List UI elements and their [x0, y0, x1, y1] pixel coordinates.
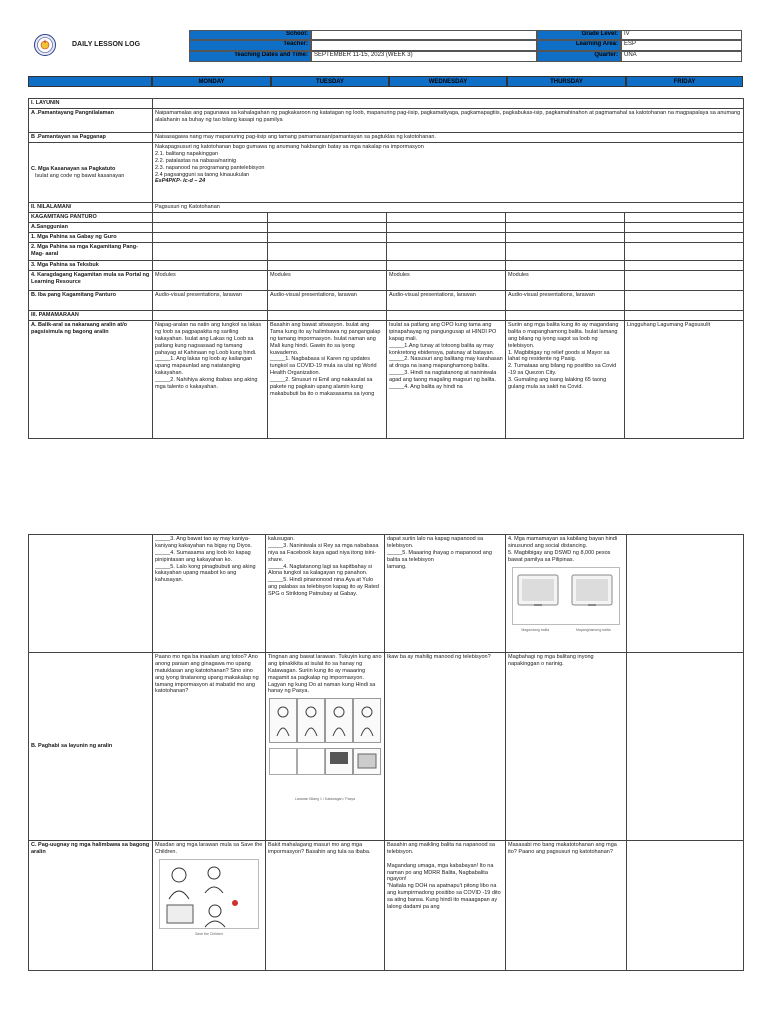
pamamaraan-label: III. PAMAMARAAN: [29, 311, 153, 321]
balik-aral-wednesday: Isulat sa patlang ang OPO kung tama ang ipinapahayag ng pangungusap at HINDI PO kapag mali. _____1.Ang tunay at totoong balita ay may konkretong ebidensya, patunay at batayan. _____2. Nasusuri ang balitang may karahasan at droga na isang mapanghamong balita. _____3. Hindi na nagtatanong at naniniwala agad ang taong magaling magsuri ng balita. _____4. Ang balita ay hindi na: [387, 321, 506, 439]
karagdagan-thu: Modules: [506, 271, 625, 291]
paghahabi-wednesday: Ikaw ba ay mahilig manood ng telebisyon?: [385, 653, 506, 841]
gabay-label: 1. Mga Pahina sa Gabay ng Guro: [29, 233, 153, 243]
learning-area-label: Learning Area:: [537, 40, 621, 51]
grade-level-label: Grade Level:: [537, 30, 621, 40]
paghahabi-tuesday-cell: [266, 653, 385, 841]
quarter-field[interactable]: UNA: [621, 51, 742, 62]
day-header-wednesday: WEDNESDAY: [389, 76, 507, 87]
save-the-children-illustration: [159, 859, 259, 929]
day-header-thursday: THURSDAY: [507, 76, 626, 87]
learning-area-field[interactable]: ESP: [621, 40, 742, 51]
pagganap-text: Naisasagawa nang may mapanuring pag-iisip ang tamang pamamaraan/pamantayan sa pagtuklas ng katotohanan.: [153, 133, 744, 143]
pangnilalaman-text: Naipamamalas ang pagunawa sa kahalagahan ng pagkakaroon ng katatagan ng loob, mapanuring pag-iisip, pagkamatiyaga, pagkamapagtiis, pagkabukas-isip, pagkamahinahon at pagmamahal sa katotohanan na magpapalaya sa anumang alalahanin sa buhay ng tao bilang kasapi ng pamilya: [153, 109, 744, 133]
kasanayan-label: C. Mga Kasanayan sa Pagkatuto: [31, 165, 116, 172]
pag-uugnay-label: C. Pag-uugnay ng mga halimbawa sa bagong aralin: [29, 841, 153, 971]
paghahabi-tuesday: Tingnan ang bawat larawan. Tukuyin kung ano ang ipinakikita at isulat ito sa hanay ng Katawagan. Suriin kung ito ay maaaring magamit sa pagkalap ng impormasyon. Lagyan ng kung Oo at naman kung Hindi sa hanay ng Pasya.: [268, 654, 382, 695]
balik-aral-wednesday-continued: dapat suriin lalo na kapag napanood sa telebisyon. _____5. Maaaring ihayag o mapanood ang balita sa telebisyon lamang.: [385, 535, 506, 653]
kagamitang-label: 2. Mga Pahina sa mga Kagamitang Pang- Mag- aaral: [29, 243, 153, 261]
grade-level-field[interactable]: IV: [621, 30, 742, 40]
kasanayan-code: EsP4PKP- Ic-d – 24: [155, 178, 206, 185]
balik-aral-label: A. Balik-aral sa nakaraang aralin at/o pagsisimula ng bagong aralin: [29, 321, 153, 439]
karagdagan-tue: Modules: [268, 271, 387, 291]
karagdagan-label: 4. Karagdagang Kagamitan mula sa Portal ng Learning Resource: [29, 271, 153, 291]
balik-aral-friday: Lingguhang Lagumang Pagsusulit: [625, 321, 744, 439]
pag-uugnay-tuesday: Bakit mahalagang masuri mo ang mga impormasyon? Basahin ang tula sa ibaba.: [266, 841, 385, 971]
pag-uugnay-monday-cell: [153, 841, 266, 971]
balik-aral-tuesday: Basahin ang bawat sitwasyon. Isulat ang Tama kung ito ay halimbawa ng pangangalap ng tamang impormasyon. Isulat naman ang Mali kung hindi. Gawin ito sa iyong kuwaderno. _____1. Nagbabasa si Karen ng updates tungkol sa COVID-19 mula sa ulat ng World Health Organization. _____2. Sinusuri ni Emil ang nakasulat sa pakete ng pagkain upang alamin kung makabubuti ba ito o makasasama sa iyong: [268, 321, 387, 439]
balik-aral-monday-continued: _____3. Ang bawat tao ay may kaniya-kaniyang kakayahan na bigay ng Diyos. _____4. Sumasama ang loob ko kapag pinipintasan ang kakayahan ko. _____5. Lalo kong pinagbubuti ang aking kakayahan upang maabot ko ang kahusayan.: [153, 535, 266, 653]
balik-aral-thursday-continued-cell: [506, 535, 627, 653]
sanggunian-label: A.Sanggunian: [29, 223, 153, 233]
teksbuk-label: 3. Mga Pahina sa Teksbuk: [29, 261, 153, 271]
iba-label: B. Iba pang Kagamitang Panturo: [29, 291, 153, 311]
pag-uugnay-monday: Masdan ang mga larawan mula sa Save the Children.: [155, 842, 263, 855]
lesson-log-table-page-1: [28, 98, 744, 439]
iba-wed: Audio-visual presentations, larawan: [387, 291, 506, 311]
day-header-monday: MONDAY: [152, 76, 271, 87]
school-label: School:: [189, 30, 311, 40]
pangnilalaman-label: A .Pamantayang Pangnilalaman: [29, 109, 153, 133]
school-field[interactable]: [311, 30, 537, 40]
balik-aral-thursday: Suriin ang mga balita kung ito ay magandang balita o mapanghamong balita. Isulat lamang ang bilang ng iyong sagot sa loob ng telebisyon. 1. Magbibigay ng relief goods si Mayor sa lahat ng residente ng Pasig. 2. Tumataas ang bilang ng positibo sa Covid -19 sa Quezon City. 3. Gumaling ang isang lalaking 65 taong gulang mula sa sakit na Covid.: [506, 321, 625, 439]
kagamitan-label: KAGAMITANG PANTURO: [29, 213, 153, 223]
day-header-tuesday: TUESDAY: [271, 76, 389, 87]
lesson-log-table-page-2: [28, 534, 744, 971]
teacher-label: Teacher:: [189, 40, 311, 51]
save-the-children-label: Save the Children: [195, 931, 223, 936]
balik-aral-monday: Napag-aralan na natin ang tungkol sa lakas ng loob sa pagpapakita ng sariling kakayahan. Isulat ang Lakas ng Loob sa patlang kung nagsasaad ng tamang pahayag at Kahinaan ng Loob kung hindi. _____1. Ang lakas ng loob ay kailangan upang mapaunlad ang natatanging kakayahan. _____2. Nahihiya akong ibabas ang aking mga talento o kakayahan.: [153, 321, 268, 439]
deped-seal-logo: [34, 34, 56, 56]
section-layunin: I. LAYUNIN: [29, 99, 153, 109]
teacher-field[interactable]: [311, 40, 537, 51]
tv-caption-good-news: Magandang balita: [521, 627, 550, 632]
karagdagan-wed: Modules: [387, 271, 506, 291]
pag-uugnay-thursday: Masasabi mo bang makatotohanan ang mga ito? Paano ang pagsusuri ng katotohanan?: [506, 841, 627, 971]
day-header-blank: [28, 76, 152, 87]
kasanayan-cell-content: [153, 143, 744, 203]
television-illustration: [512, 567, 620, 625]
iba-mon: Audio-visual presentations, larawan: [153, 291, 268, 311]
tv-caption-bad-news: Mapanghamong balita: [575, 627, 611, 632]
teaching-dates-field[interactable]: SEPTEMBER 11-15, 2023 (WEEK 3): [311, 51, 537, 62]
teaching-dates-label: Teaching Dates and Time:: [189, 51, 311, 62]
nilalaman-label: II. NILALAMAN/: [29, 203, 153, 213]
pagganap-label: B .Pamantayan sa Pagganap: [29, 133, 153, 143]
paghahabi-thursday: Magbahagi ng mga balitang inyong napakinggan o narinig.: [506, 653, 627, 841]
information-sources-illustration: [269, 698, 381, 794]
paghahabi-monday: Paano mo nga ba inaalam ang totoo? Ano anong paraan ang ginagawa mo upang matuklasan ang katotohanan? Sino sino ang iyong tinatanong upang makakalap ng tamang impormasyon at mabatid mo ang katotohanan?: [153, 653, 266, 841]
pag-uugnay-wednesday: Basahin ang maikling balita na napanood sa telebisyon. Magandang umaga, mga kababayan! Ito na naman po ang MDRR Balita, Nagbabalita ngayon! "Naitala ng DOH na apatnapu't pitong libo na ang kumpirmadong positibo sa COVID -19 dito sa ating bansa. Kung hindi ito maaagapan ay lalong dadami pa ang: [385, 841, 506, 971]
karagdagan-mon: Modules: [153, 271, 268, 291]
paghahabi-label: B. Paghabi sa layunin ng aralin: [29, 653, 153, 841]
kasanayan-text: Nakapagsusuri ng katotohanan bago gumawa ng anumang hakbangin batay sa mga nakalap na impormasyon 2.1. balitang napakinggan 2.2. patalastas na nabasa/narinig 2.3. napanood na programang pantelebisyon 2.4 pagsangguni sa taong kinauukulan: [155, 144, 424, 178]
balik-aral-tuesday-continued: kalusugan. _____3. Naniniwala si Rey sa mga nababasa niya sa Facebook kaya agad niya itong isini-share. _____4. Nagtatanong lagi sa kapitbahay si Alona tungkol sa kalagayan ng panahon. _____5. Hindi pinanonood nina Aya at Yulo ang palabas sa telebisyon kapag ito ay Rated SPG o Striktong Patnubay at Gabay.: [266, 535, 385, 653]
table-caption: Larawan Bilang 1 / Katawagan / Pasya: [294, 797, 356, 802]
balik-aral-thursday-continued: 4. Mga mamamayan sa kabilang bayan hindi sinusunod ang social distancing. 5. Magbibigay ang DSWD ng 8,000 pesos bawat pamilya sa Pilipinas.: [508, 536, 618, 563]
iba-thu: Audio-visual presentations, larawan: [506, 291, 625, 311]
document-title: DAILY LESSON LOG: [72, 41, 141, 48]
day-header-friday: FRIDAY: [626, 76, 743, 87]
kasanayan-cell: [29, 143, 153, 203]
nilalaman-text: Pagsusuri ng Katotohanan: [153, 203, 744, 213]
iba-tue: Audio-visual presentations, larawan: [268, 291, 387, 311]
kasanayan-hint: Isulat ang code ng bawat kasanayan: [35, 172, 125, 179]
quarter-label: Quarter:: [537, 51, 621, 62]
